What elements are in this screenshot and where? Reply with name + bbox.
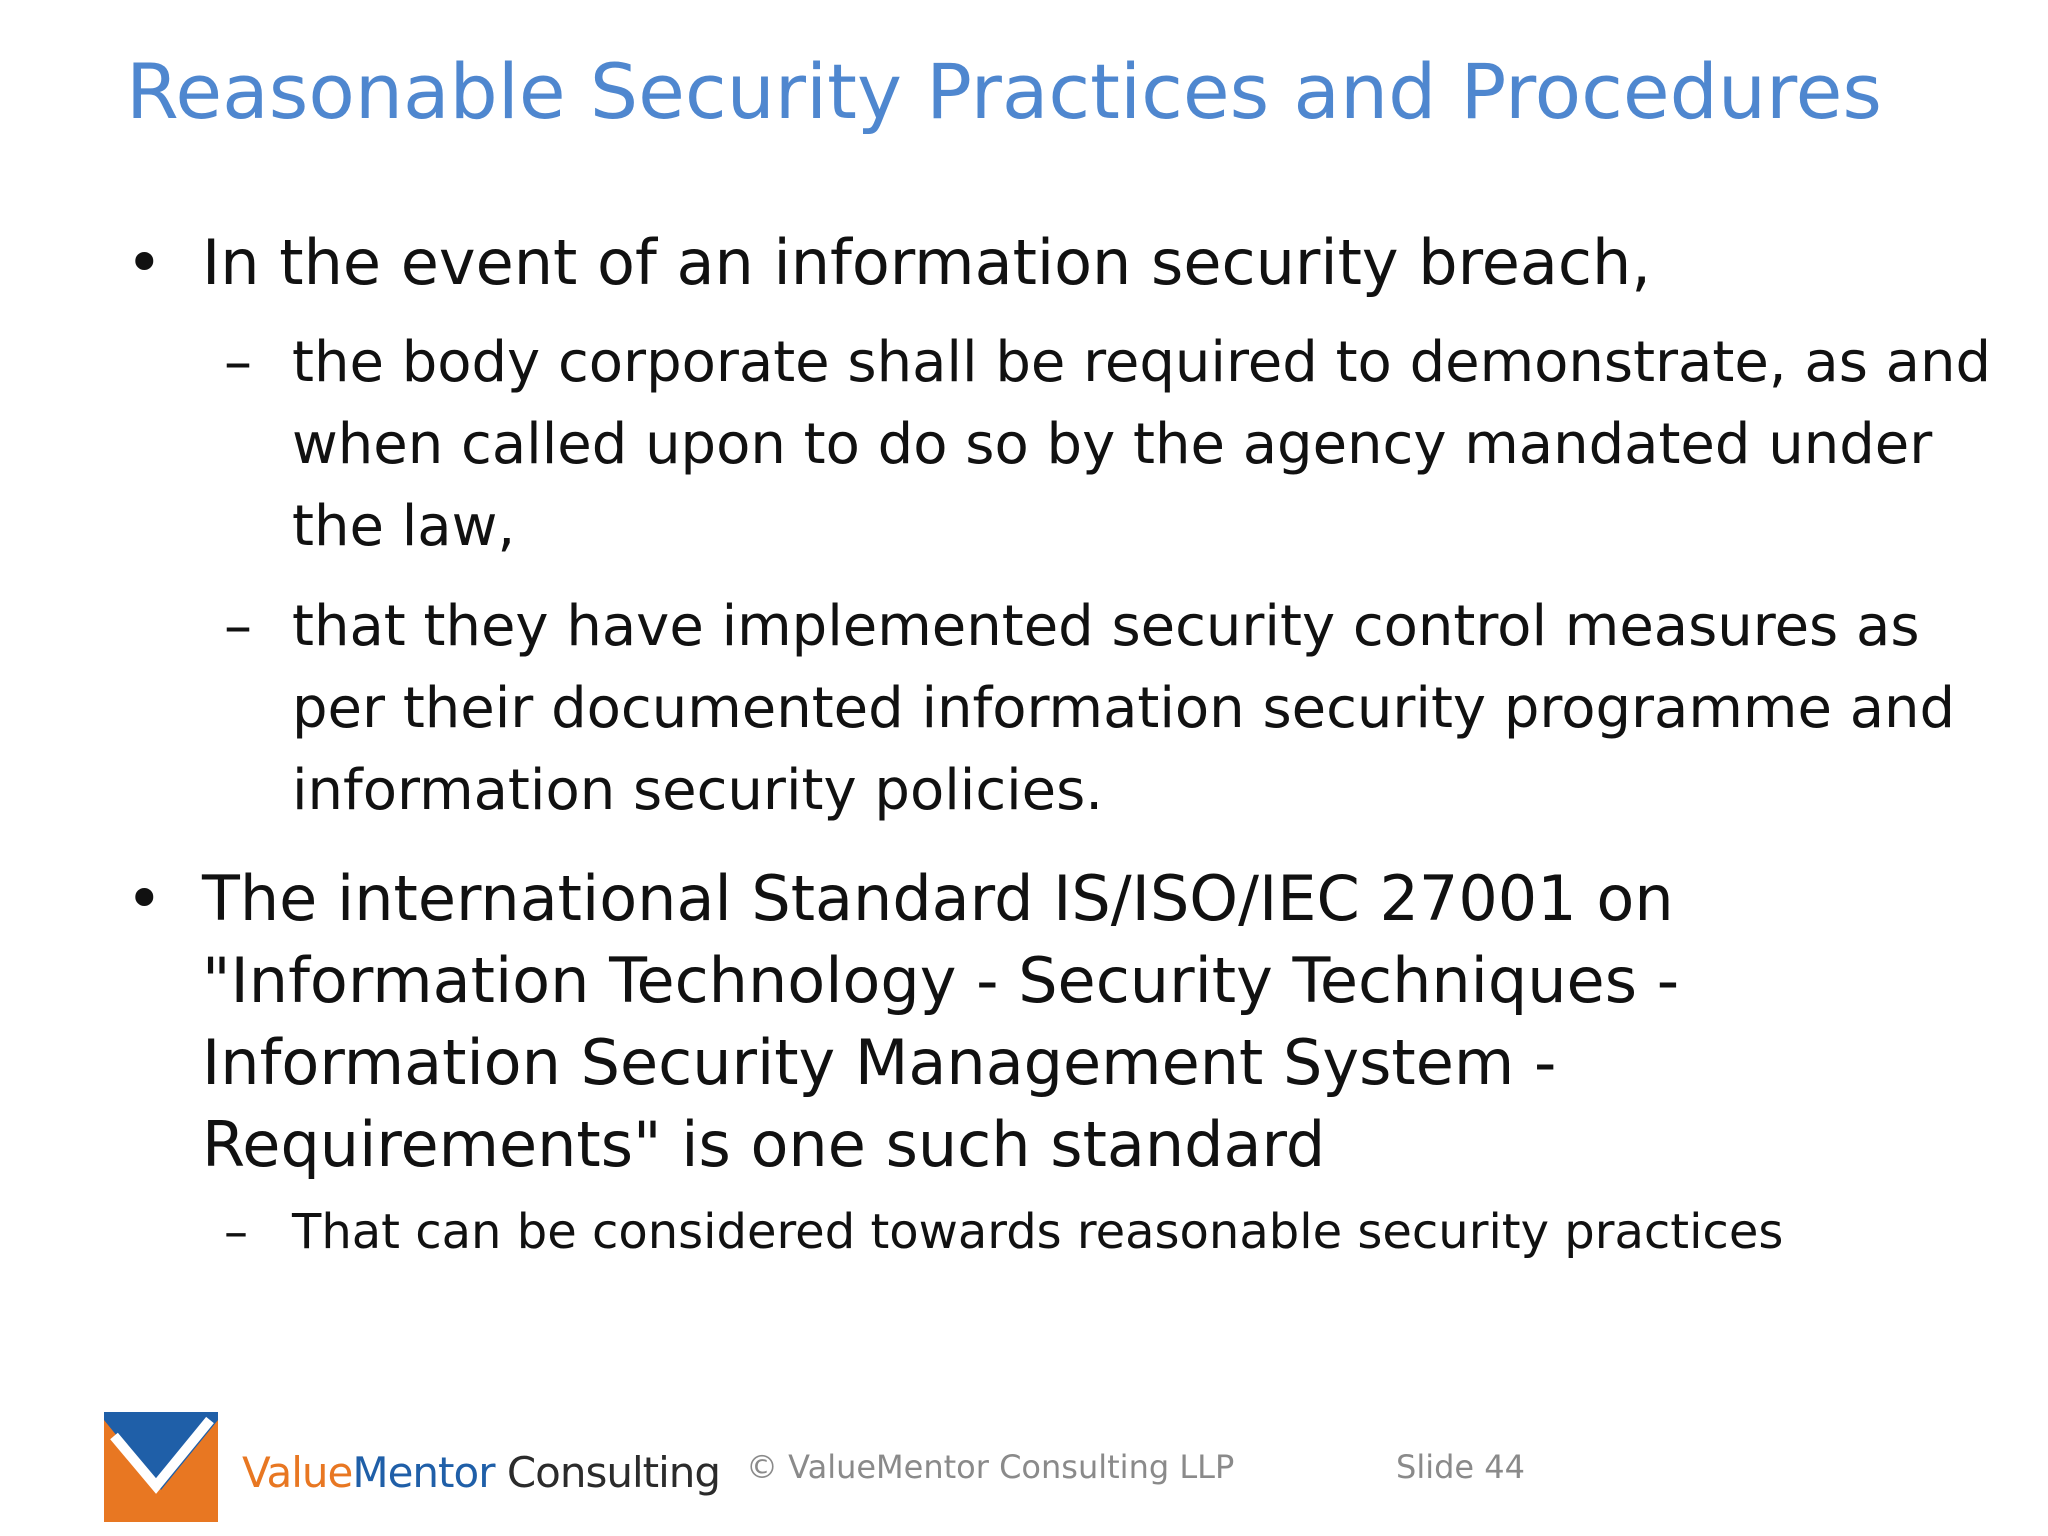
brand-wordmark [242, 1448, 720, 1497]
sub-bullet-text: that they have implemented security control measures as per their documented information security programme and information security policies. [292, 594, 1956, 823]
bullet-text: In the event of an information security breach, [202, 226, 1652, 299]
brand-value: Value [242, 1448, 353, 1497]
slide-title: Reasonable Security Practices and Procedures [126, 47, 1882, 136]
bullet-text: The international Standard IS/ISO/IEC 27001 on "Information Technology - Security Techniques - Information Security Management System - Requirements" is one such standard [202, 862, 1680, 1181]
sub-bullet-text: the body corporate shall be required to demonstrate, as and when called upon to do so by the agency mandated under the law, [292, 330, 1992, 559]
slide-number: Slide 44 [1396, 1448, 1525, 1486]
sub-bullet-item [126, 1200, 2012, 1264]
slide-content [126, 222, 2006, 1264]
bullet-marker: • [126, 226, 163, 299]
sub-bullet-marker: – [224, 1204, 248, 1260]
bullet-marker: • [126, 862, 163, 935]
sub-bullet-text: That can be considered towards reasonable security practices [292, 1204, 1784, 1260]
sub-bullet-marker: – [224, 594, 252, 659]
brand-mentor: Mentor [352, 1448, 495, 1497]
sub-bullet-marker: – [224, 330, 252, 395]
brand-consulting: Consulting [506, 1448, 721, 1497]
bullet-item [126, 222, 2022, 304]
sub-bullet-item [126, 322, 2012, 568]
footer-copyright: © ValueMentor Consulting LLP [746, 1448, 1235, 1486]
sub-bullet-item [126, 586, 2012, 832]
brand-logo-icon [104, 1412, 218, 1522]
bullet-item [126, 858, 2022, 1186]
